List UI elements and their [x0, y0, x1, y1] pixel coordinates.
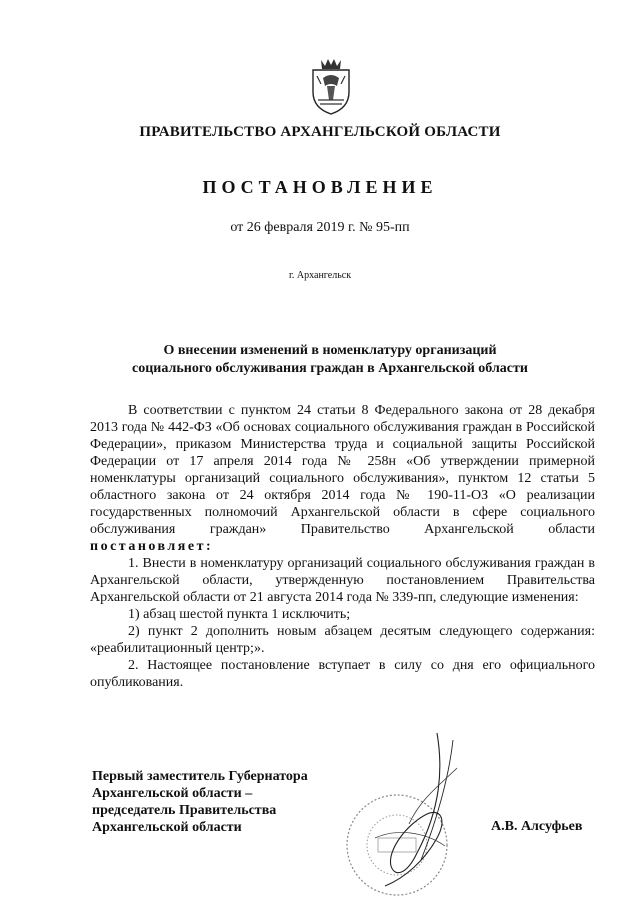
document-heading	[80, 342, 580, 378]
body-paragraph-1	[90, 402, 595, 555]
document-body	[90, 402, 595, 691]
heading-line-2: социального обслуживания граждан в Архангельской области	[132, 361, 528, 376]
signatory-title-line-2: Архангельской области –	[92, 786, 253, 801]
body-paragraph-5: 2. Настоящее постановление вступает в силу со дня его официального опубликования.	[90, 658, 595, 690]
document-date-number: от 26 февраля 2019 г. № 95-пп	[230, 220, 410, 235]
body-paragraph-2: 1. Внести в номенклатуру организаций социального обслуживания граждан в Архангельской области, утвержденную постановлением Правительства Архангельской области от 21 августа 2014 года № 339-пп, следующие изменения:	[90, 556, 595, 605]
decree-keyword: постановляет:	[90, 539, 214, 554]
heading-line-1: О внесении изменений в номенклатуру организаций	[163, 343, 497, 358]
signatory-name: А.В. Алсуфьев	[491, 819, 583, 834]
document-city: г. Архангельск	[288, 270, 352, 281]
government-name: ПРАВИТЕЛЬСТВО АРХАНГЕЛЬСКОЙ ОБЛАСТИ	[139, 124, 501, 140]
signatory-title-line-4: Архангельской области	[92, 820, 242, 835]
signatory-title-block	[92, 768, 308, 836]
handwritten-signature-icon	[345, 728, 475, 893]
body-paragraph-3: 1) абзац шестой пункта 1 исключить;	[128, 607, 351, 622]
signatory-title-line-1: Первый заместитель Губернатора	[92, 769, 308, 784]
document-type-title: ПОСТАНОВЛЕНИЕ	[202, 177, 438, 197]
coat-of-arms-emblem	[309, 56, 353, 116]
body-paragraph-4: 2) пункт 2 дополнить новым абзацем десятым следующего содержания: «реабилитационный центр;».	[90, 624, 595, 656]
signatory-title-line-3: председатель Правительства	[92, 803, 277, 818]
preamble-text: В соответствии с пунктом 24 статьи 8 Федерального закона от 28 декабря 2013 года № 442-ФЗ «Об основах социального обслуживания граждан в Российской Федерации», приказом Министерства труда и социальной защиты Российской Федерации от 17 апреля 2014 года № 258н «Об утверждении примерной номенклатуры организаций социального обслуживания», пунктом 12 статьи 5 областного закона от 24 октября 2014 года № 190-11-ОЗ «О реализации государственных полномочий Архангельской области в сфере социального обслуживания граждан» Правительство Архангельской области	[90, 403, 595, 537]
